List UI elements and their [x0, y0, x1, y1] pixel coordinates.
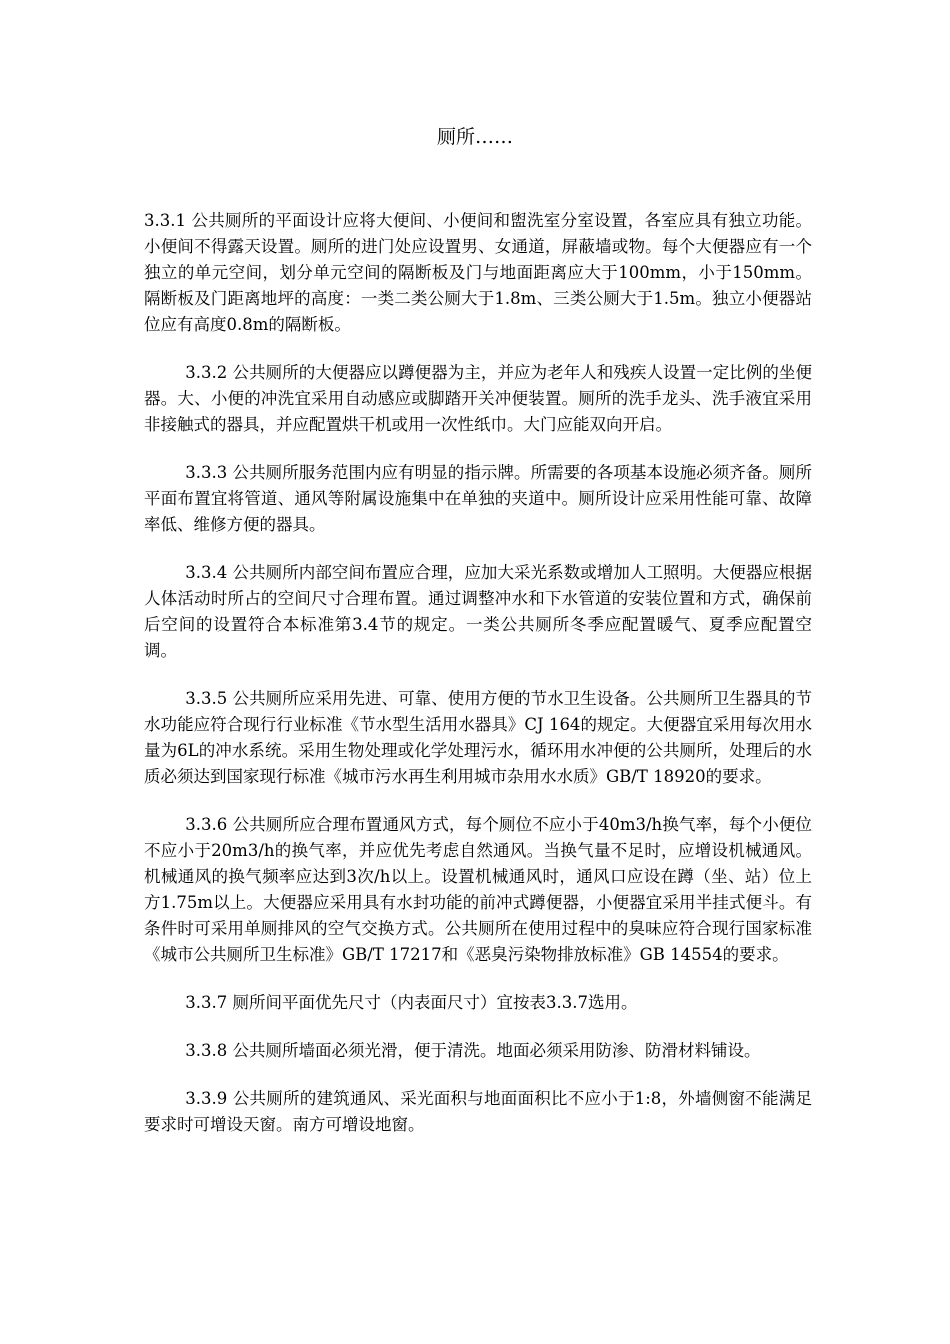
paragraph-3-3-8: 3.3.8 公共厕所墙面必须光滑，便于清洗。地面必须采用防渗、防滑材料铺设。: [185, 1041, 761, 1060]
page-title: 厕所……: [436, 126, 513, 148]
paragraph-3-3-4: 3.3.4 公共厕所内部空间布置应合理，应加大采光系数或增加人工照明。大便器应根据人体活动时所占的空间尺寸合理布置。通过调整冲水和下水管道的安装位置和方式，确保前后空间的设置符合本标准第3.4节的规定。一类公共厕所冬季应配置暖气、夏季应配置空调。: [144, 563, 812, 660]
paragraph-3-3-7: 3.3.7 厕所间平面优先尺寸（内表面尺寸）宜按表3.3.7选用。: [185, 993, 638, 1012]
paragraph-3-3-6: 3.3.6 公共厕所应合理布置通风方式，每个厕位不应小于40m3/h换气率，每个小便位不应小于20m3/h的换气率，并应优先考虑自然通风。当换气量不足时，应增设机械通风。机械通风的换气频率应达到3次/h以上。设置机械通风时，通风口应设在蹲（坐、站）位上方1.75m以上。大便器应采用具有水封功能的前冲式蹲便器，小便器宜采用半挂式便斗。有条件时可采用单厕排风的空气交换方式。公共厕所在使用过程中的臭味应符合现行国家标准《城市公共厕所卫生标准》GB/T 17217和《恶臭污染物排放标准》GB 14554的要求。: [144, 815, 812, 964]
paragraph-3-3-3: 3.3.3 公共厕所服务范围内应有明显的指示牌。所需要的各项基本设施必须齐备。厕所平面布置宜将管道、通风等附属设施集中在单独的夹道中。厕所设计应采用性能可靠、故障率低、维修方便的器具。: [144, 463, 812, 534]
document-body: [144, 208, 812, 1160]
paragraph-3-3-1: 3.3.1 公共厕所的平面设计应将大便间、小便间和盥洗室分室设置，各室应具有独立功能。小便间不得露天设置。厕所的进门处应设置男、女通道，屏蔽墙或物。每个大便器应有一个独立的单元空间，划分单元空间的隔断板及门与地面距离应大于100mm，小于150mm。隔断板及门距离地坪的高度：一类二类公厕大于1.8m、三类公厕大于1.5m。独立小便器站位应有高度0.8m的隔断板。: [144, 211, 812, 334]
paragraph-3-3-5: 3.3.5 公共厕所应采用先进、可靠、使用方便的节水卫生设备。公共厕所卫生器具的节水功能应符合现行行业标准《节水型生活用水器具》CJ 164的规定。大便器宜采用每次用水量为6L的冲水系统。采用生物处理或化学处理污水，循环用水冲便的公共厕所，处理后的水质必须达到国家现行标准《城市污水再生利用城市杂用水水质》GB/T 18920的要求。: [144, 689, 812, 786]
paragraph-3-3-9: 3.3.9 公共厕所的建筑通风、采光面积与地面面积比不应小于1:8，外墙侧窗不能满足要求时可增设天窗。南方可增设地窗。: [144, 1089, 812, 1134]
paragraph-3-3-2: 3.3.2 公共厕所的大便器应以蹲便器为主，并应为老年人和残疾人设置一定比例的坐便器。大、小便的冲洗宜采用自动感应或脚踏开关冲便装置。厕所的洗手龙头、洗手液宜采用非接触式的器具，并应配置烘干机或用一次性纸巾。大门应能双向开启。: [144, 363, 812, 434]
